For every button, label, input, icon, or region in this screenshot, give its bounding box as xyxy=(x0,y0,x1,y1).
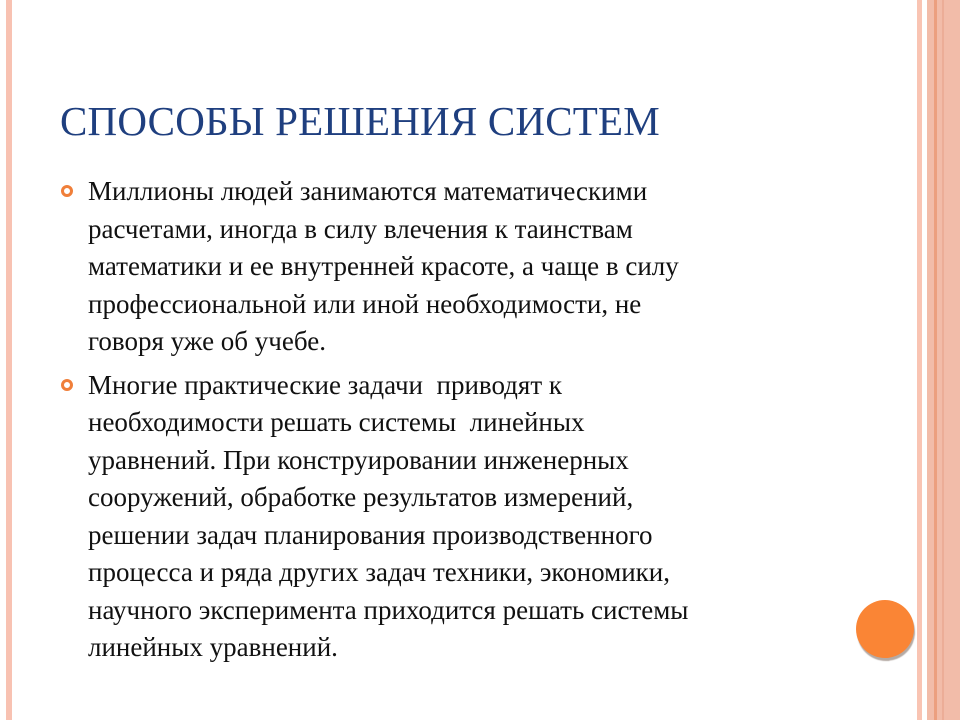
right-stripe-accent xyxy=(934,0,937,720)
right-border-stripes xyxy=(917,0,960,720)
ring-bullet-icon xyxy=(61,379,73,391)
slide-body xyxy=(60,173,820,673)
bullet-item xyxy=(60,367,820,667)
right-stripe-thin xyxy=(917,0,922,720)
bullet-text-line: расчетами, иногда в силу влечения к таинствам xyxy=(88,213,633,244)
bullet-text-line: необходимости решать системы линейных xyxy=(88,407,585,437)
bullet-text-line: линейных уравнений. xyxy=(88,632,338,662)
bullet-text-line: Многие практические задачи приводят к xyxy=(88,369,563,400)
bullet-text-line: научного эксперимента приходится решать системы xyxy=(88,594,689,625)
right-stripe-line xyxy=(942,0,944,720)
bullet-text-line: решении задач планирования производственного xyxy=(88,519,653,550)
bullet-text-line: процесса и ряда других задач техники, экономики, xyxy=(88,557,670,587)
bullet-text-line: Миллионы людей занимаются математическими xyxy=(88,176,648,206)
slide-title: СПОСОБЫ РЕШЕНИЯ СИСТЕМ xyxy=(60,98,660,144)
ring-bullet-icon xyxy=(61,185,73,197)
bullet-text-line: говоря уже об учебе. xyxy=(88,326,326,356)
bullet-text-line: профессиональной или иной необходимости, не xyxy=(88,288,642,319)
bullet-text-line: математики и ее внутренней красоте, а чаще в силу xyxy=(88,251,679,281)
bullet-text-line: сооружений, обработке результатов измерений, xyxy=(88,482,634,512)
decorative-orange-circle xyxy=(856,600,914,658)
bullet-text-line: уравнений. При конструировании инженерных xyxy=(88,444,629,475)
bullet-item xyxy=(60,173,820,361)
left-border-stripe xyxy=(6,0,12,720)
